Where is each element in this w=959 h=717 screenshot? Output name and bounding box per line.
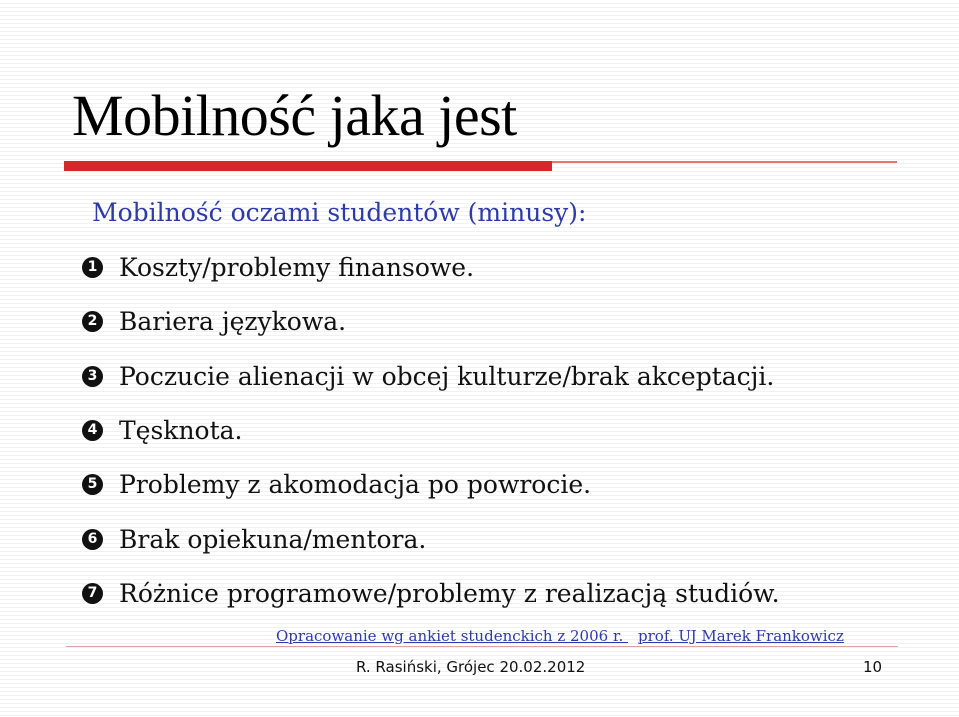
title-underline-rule: [552, 161, 897, 163]
number-bullet-icon: 1: [82, 257, 103, 278]
number-bullet-icon: 6: [82, 529, 103, 550]
list-item-text: Bariera językowa.: [119, 306, 347, 336]
list-item-text: Koszty/problemy finansowe.: [119, 252, 475, 282]
number-bullet-icon: 3: [82, 366, 103, 387]
list-item: [82, 410, 243, 450]
list-item: [82, 356, 774, 396]
footer-divider: [66, 646, 898, 647]
number-bullet-icon: 5: [82, 474, 103, 495]
list-item: [82, 247, 474, 287]
footer-author-date: R. Rasiński, Grójec 20.02.2012: [356, 658, 586, 676]
source-note-survey: Opracowanie wg ankiet studenckich z 2006 r.: [276, 627, 629, 645]
number-bullet-icon: 7: [82, 583, 103, 604]
slide-subtitle: Mobilność oczami studentów (minusy):: [92, 198, 587, 227]
list-item: [82, 301, 346, 341]
number-bullet-icon: 2: [82, 311, 103, 332]
list-item: [82, 464, 591, 504]
slide-title: Mobilność jaka jest: [72, 83, 517, 148]
list-item: [82, 573, 780, 613]
list-item-text: Tęsknota.: [119, 415, 243, 445]
list-item-text: Różnice programowe/problemy z realizacją studiów.: [119, 578, 780, 608]
source-note: [276, 627, 844, 645]
number-bullet-icon: 4: [82, 420, 103, 441]
source-note-author: prof. UJ Marek Frankowicz: [638, 627, 844, 645]
page-number: 10: [863, 658, 883, 676]
title-underline-accent: [64, 161, 552, 171]
list-item-text: Poczucie alienacji w obcej kulturze/brak akceptacji.: [119, 361, 775, 391]
list-item-text: Problemy z akomodacja po powrocie.: [119, 469, 592, 499]
list-item-text: Brak opiekuna/mentora.: [119, 524, 427, 554]
list-item: [82, 519, 426, 559]
